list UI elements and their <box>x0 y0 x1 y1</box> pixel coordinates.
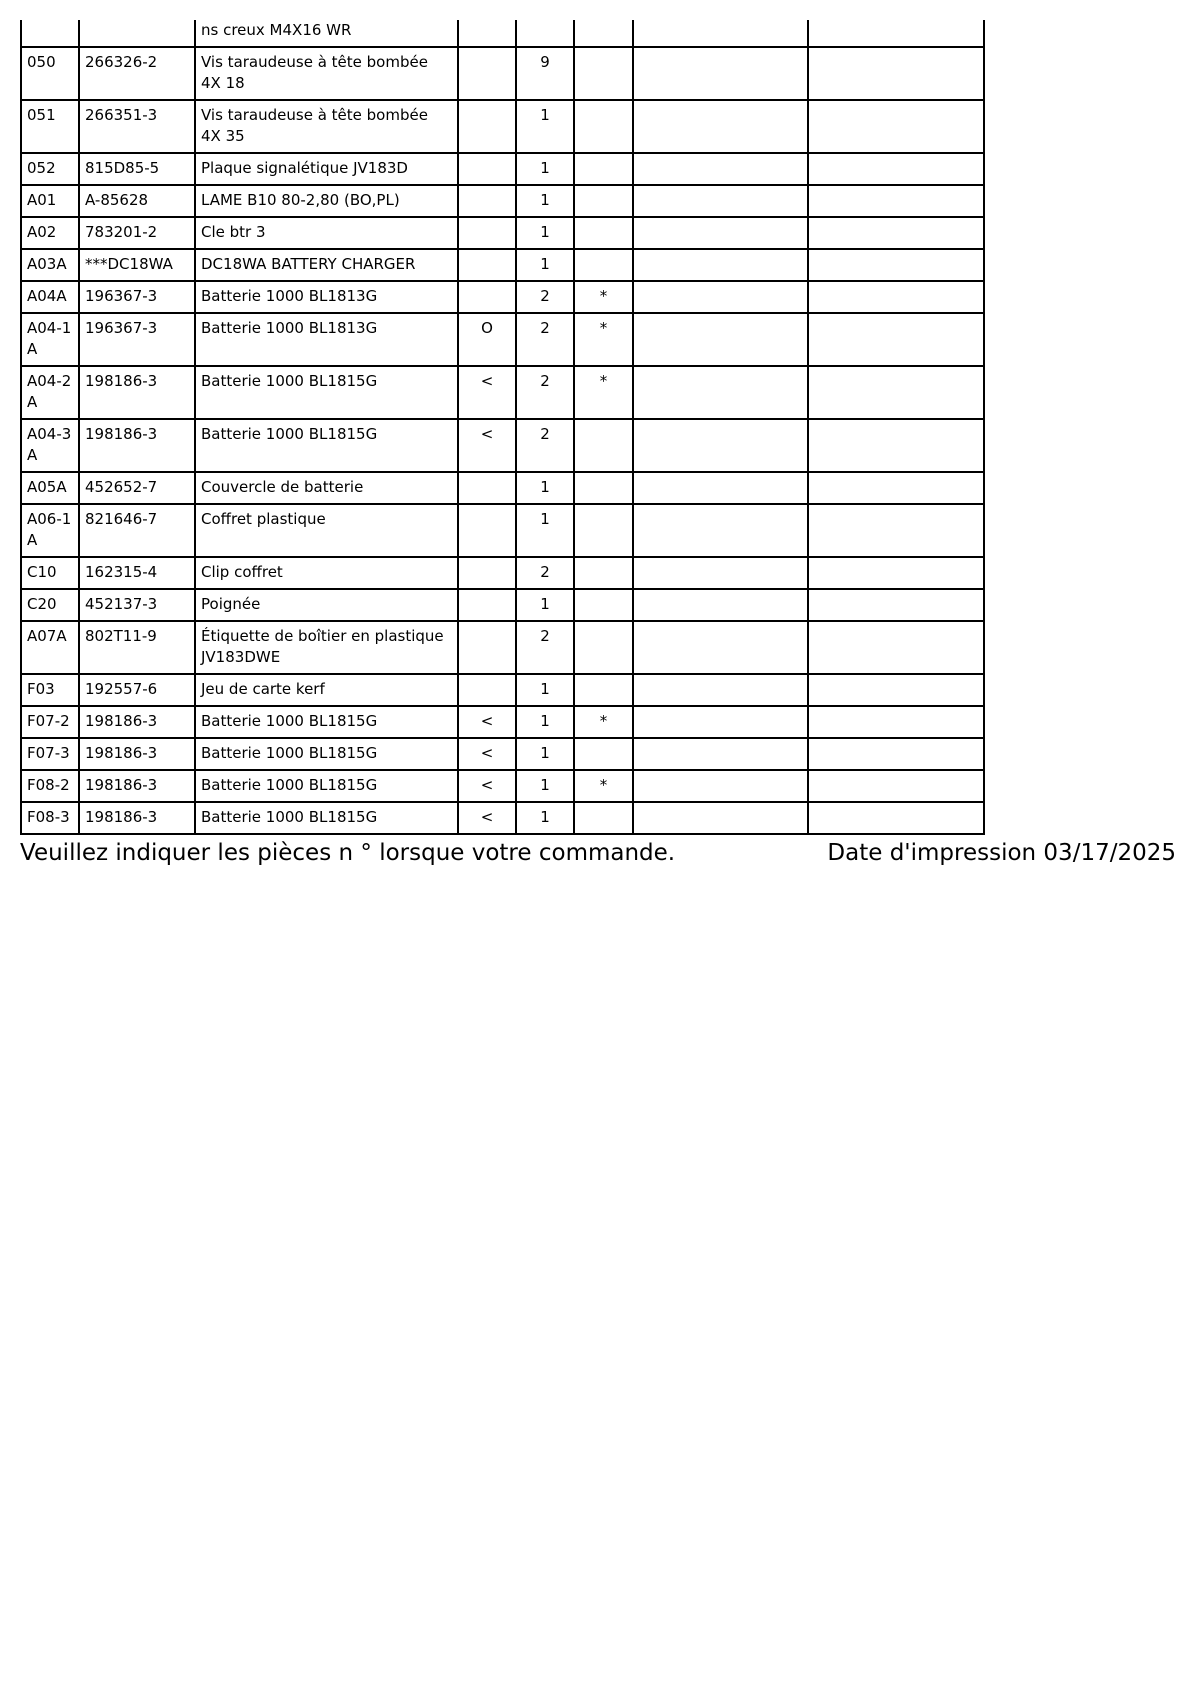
cell-extra-1 <box>633 738 808 770</box>
cell-extra-2 <box>808 100 984 153</box>
cell-extra-2 <box>808 621 984 674</box>
cell-item-number: 050 <box>21 47 79 100</box>
cell-item-number: A04-3 A <box>21 419 79 472</box>
cell-quantity: 2 <box>516 313 574 366</box>
cell-description: Vis taraudeuse à tête bombée 4X 18 <box>195 47 458 100</box>
table-row <box>21 47 984 100</box>
cell-extra-1 <box>633 472 808 504</box>
cell-note-symbol: < <box>458 738 516 770</box>
cell-mark <box>574 419 633 472</box>
cell-mark: * <box>574 366 633 419</box>
cell-mark <box>574 738 633 770</box>
cell-mark <box>574 674 633 706</box>
cell-note-symbol <box>458 281 516 313</box>
print-date: Date d'impression 03/17/2025 <box>827 840 1176 866</box>
cell-extra-1 <box>633 770 808 802</box>
table-row <box>21 738 984 770</box>
cell-extra-2 <box>808 47 984 100</box>
cell-part-number: 266351-3 <box>79 100 195 153</box>
cell-item-number: A04A <box>21 281 79 313</box>
cell-extra-2 <box>808 217 984 249</box>
cell-extra-2 <box>808 185 984 217</box>
cell-note-symbol: < <box>458 802 516 834</box>
cell-part-number: 815D85-5 <box>79 153 195 185</box>
cell-extra-1 <box>633 706 808 738</box>
cell-part-number: 802T11-9 <box>79 621 195 674</box>
cell-quantity: 1 <box>516 706 574 738</box>
table-row <box>21 706 984 738</box>
parts-table <box>20 20 985 835</box>
table-row <box>21 621 984 674</box>
cell-description: Batterie 1000 BL1815G <box>195 802 458 834</box>
cell-note-symbol <box>458 249 516 281</box>
cell-item-number: A03A <box>21 249 79 281</box>
cell-item-number: A07A <box>21 621 79 674</box>
cell-note-symbol <box>458 472 516 504</box>
cell-mark <box>574 472 633 504</box>
table-row <box>21 20 984 47</box>
cell-item-number: F07-3 <box>21 738 79 770</box>
cell-part-number: 783201-2 <box>79 217 195 249</box>
parts-table-body <box>21 20 984 834</box>
cell-part-number: 198186-3 <box>79 802 195 834</box>
cell-mark <box>574 621 633 674</box>
cell-extra-2 <box>808 472 984 504</box>
cell-quantity: 2 <box>516 621 574 674</box>
cell-description: Jeu de carte kerf <box>195 674 458 706</box>
cell-mark <box>574 557 633 589</box>
cell-part-number: 198186-3 <box>79 770 195 802</box>
cell-note-symbol: < <box>458 770 516 802</box>
table-row <box>21 217 984 249</box>
cell-extra-1 <box>633 249 808 281</box>
cell-mark <box>574 20 633 47</box>
table-row <box>21 557 984 589</box>
table-row <box>21 770 984 802</box>
cell-part-number: 198186-3 <box>79 706 195 738</box>
cell-part-number: 266326-2 <box>79 47 195 100</box>
cell-quantity: 2 <box>516 419 574 472</box>
cell-note-symbol <box>458 47 516 100</box>
cell-extra-1 <box>633 621 808 674</box>
cell-part-number: ***DC18WA <box>79 249 195 281</box>
cell-note-symbol: O <box>458 313 516 366</box>
cell-mark: * <box>574 770 633 802</box>
cell-quantity: 1 <box>516 100 574 153</box>
cell-note-symbol <box>458 153 516 185</box>
cell-extra-2 <box>808 249 984 281</box>
table-row <box>21 674 984 706</box>
cell-mark <box>574 100 633 153</box>
cell-quantity: 1 <box>516 217 574 249</box>
cell-part-number: 192557-6 <box>79 674 195 706</box>
cell-mark <box>574 589 633 621</box>
table-row <box>21 100 984 153</box>
cell-description: Étiquette de boîtier en plastique JV183DWE <box>195 621 458 674</box>
cell-extra-1 <box>633 557 808 589</box>
cell-description: Cle btr 3 <box>195 217 458 249</box>
cell-extra-1 <box>633 366 808 419</box>
cell-description: Clip coffret <box>195 557 458 589</box>
cell-extra-2 <box>808 419 984 472</box>
cell-quantity: 1 <box>516 589 574 621</box>
cell-extra-2 <box>808 674 984 706</box>
table-row <box>21 419 984 472</box>
cell-extra-1 <box>633 185 808 217</box>
cell-item-number: A04-1 A <box>21 313 79 366</box>
cell-mark <box>574 802 633 834</box>
cell-note-symbol <box>458 100 516 153</box>
cell-part-number: 821646-7 <box>79 504 195 557</box>
cell-part-number: A-85628 <box>79 185 195 217</box>
cell-item-number: C10 <box>21 557 79 589</box>
cell-extra-1 <box>633 419 808 472</box>
cell-extra-2 <box>808 20 984 47</box>
cell-extra-2 <box>808 589 984 621</box>
cell-mark <box>574 217 633 249</box>
cell-item-number: A02 <box>21 217 79 249</box>
cell-mark: * <box>574 313 633 366</box>
cell-note-symbol <box>458 504 516 557</box>
cell-description: Batterie 1000 BL1813G <box>195 281 458 313</box>
cell-quantity: 1 <box>516 504 574 557</box>
cell-part-number: 198186-3 <box>79 738 195 770</box>
cell-extra-2 <box>808 153 984 185</box>
cell-description: Batterie 1000 BL1815G <box>195 366 458 419</box>
cell-note-symbol <box>458 589 516 621</box>
cell-part-number: 198186-3 <box>79 366 195 419</box>
cell-mark <box>574 153 633 185</box>
cell-item-number: A04-2 A <box>21 366 79 419</box>
table-row <box>21 313 984 366</box>
cell-quantity: 2 <box>516 281 574 313</box>
cell-quantity: 2 <box>516 366 574 419</box>
cell-part-number: 196367-3 <box>79 281 195 313</box>
cell-item-number: A01 <box>21 185 79 217</box>
cell-note-symbol <box>458 557 516 589</box>
cell-quantity: 1 <box>516 770 574 802</box>
cell-extra-1 <box>633 100 808 153</box>
cell-item-number: A05A <box>21 472 79 504</box>
cell-extra-1 <box>633 217 808 249</box>
cell-item-number: F08-2 <box>21 770 79 802</box>
cell-extra-2 <box>808 313 984 366</box>
cell-extra-1 <box>633 589 808 621</box>
cell-note-symbol <box>458 20 516 47</box>
cell-part-number: 162315-4 <box>79 557 195 589</box>
cell-extra-1 <box>633 47 808 100</box>
cell-quantity: 9 <box>516 47 574 100</box>
cell-extra-2 <box>808 802 984 834</box>
cell-quantity: 1 <box>516 153 574 185</box>
cell-part-number <box>79 20 195 47</box>
cell-extra-2 <box>808 770 984 802</box>
cell-extra-1 <box>633 674 808 706</box>
cell-description: Batterie 1000 BL1815G <box>195 419 458 472</box>
cell-item-number <box>21 20 79 47</box>
cell-description: LAME B10 80-2,80 (BO,PL) <box>195 185 458 217</box>
cell-part-number: 196367-3 <box>79 313 195 366</box>
table-row <box>21 281 984 313</box>
cell-quantity: 1 <box>516 802 574 834</box>
cell-mark: * <box>574 706 633 738</box>
cell-item-number: F03 <box>21 674 79 706</box>
cell-item-number: 051 <box>21 100 79 153</box>
table-row <box>21 802 984 834</box>
cell-extra-2 <box>808 504 984 557</box>
cell-extra-2 <box>808 281 984 313</box>
cell-extra-1 <box>633 153 808 185</box>
cell-item-number: 052 <box>21 153 79 185</box>
cell-item-number: C20 <box>21 589 79 621</box>
cell-extra-2 <box>808 706 984 738</box>
cell-note-symbol <box>458 674 516 706</box>
cell-mark <box>574 504 633 557</box>
cell-note-symbol <box>458 185 516 217</box>
cell-quantity: 1 <box>516 738 574 770</box>
cell-description: Batterie 1000 BL1815G <box>195 738 458 770</box>
cell-description: Batterie 1000 BL1815G <box>195 706 458 738</box>
cell-note-symbol <box>458 217 516 249</box>
order-instruction-note: Veuillez indiquer les pièces n ° lorsque votre commande. <box>20 840 676 866</box>
cell-extra-2 <box>808 557 984 589</box>
cell-extra-1 <box>633 20 808 47</box>
table-row <box>21 589 984 621</box>
cell-quantity: 2 <box>516 557 574 589</box>
table-row <box>21 185 984 217</box>
cell-description: Poignée <box>195 589 458 621</box>
cell-note-symbol <box>458 621 516 674</box>
cell-quantity <box>516 20 574 47</box>
cell-item-number: F07-2 <box>21 706 79 738</box>
cell-mark <box>574 249 633 281</box>
table-row <box>21 153 984 185</box>
cell-mark <box>574 47 633 100</box>
cell-extra-1 <box>633 281 808 313</box>
cell-part-number: 452137-3 <box>79 589 195 621</box>
cell-extra-1 <box>633 313 808 366</box>
table-row <box>21 249 984 281</box>
cell-note-symbol: < <box>458 366 516 419</box>
cell-quantity: 1 <box>516 472 574 504</box>
cell-part-number: 452652-7 <box>79 472 195 504</box>
cell-description: Coffret plastique <box>195 504 458 557</box>
cell-description: Plaque signalétique JV183D <box>195 153 458 185</box>
cell-mark: * <box>574 281 633 313</box>
cell-description: Batterie 1000 BL1813G <box>195 313 458 366</box>
cell-quantity: 1 <box>516 674 574 706</box>
cell-item-number: A06-1 A <box>21 504 79 557</box>
cell-note-symbol: < <box>458 419 516 472</box>
cell-note-symbol: < <box>458 706 516 738</box>
cell-description: Batterie 1000 BL1815G <box>195 770 458 802</box>
cell-part-number: 198186-3 <box>79 419 195 472</box>
cell-description: Vis taraudeuse à tête bombée 4X 35 <box>195 100 458 153</box>
cell-quantity: 1 <box>516 185 574 217</box>
table-row <box>21 504 984 557</box>
cell-quantity: 1 <box>516 249 574 281</box>
cell-extra-2 <box>808 738 984 770</box>
cell-item-number: F08-3 <box>21 802 79 834</box>
cell-description: ns creux M4X16 WR <box>195 20 458 47</box>
cell-extra-1 <box>633 504 808 557</box>
cell-mark <box>574 185 633 217</box>
cell-extra-1 <box>633 802 808 834</box>
cell-extra-2 <box>808 366 984 419</box>
table-row <box>21 366 984 419</box>
table-row <box>21 472 984 504</box>
cell-description: DC18WA BATTERY CHARGER <box>195 249 458 281</box>
cell-description: Couvercle de batterie <box>195 472 458 504</box>
